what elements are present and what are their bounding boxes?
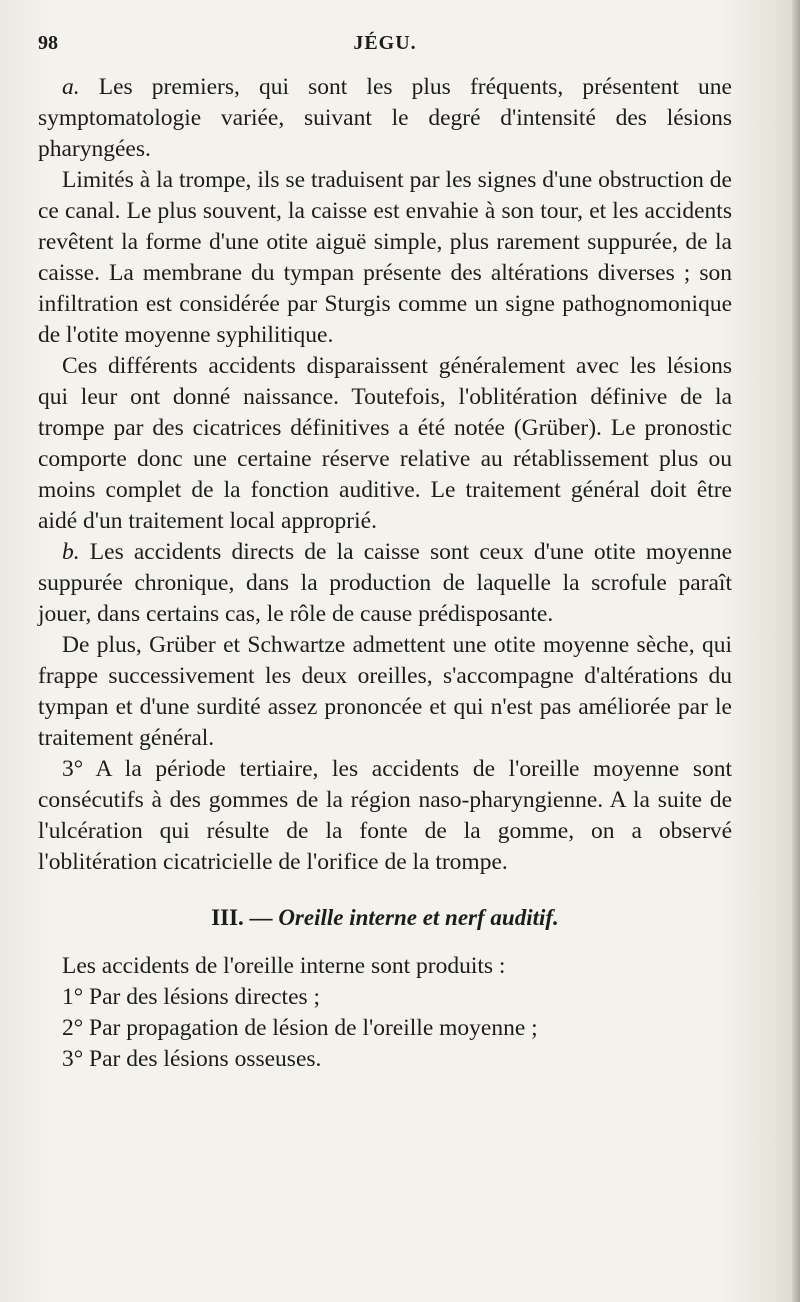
paragraph-b-text: Les accidents directs de la caisse sont ceux d'une otite moyenne suppurée chronique, dans la production de laquelle la scrofule paraît jouer, dans certains cas, le rôle de cause prédisposante. bbox=[38, 539, 732, 627]
running-head: JÉGU. bbox=[353, 32, 417, 54]
list-item: 2° Par propagation de lésion de l'oreille moyenne ; bbox=[62, 1015, 538, 1041]
paragraph-a-text: Les premiers, qui sont les plus fréquents, présentent une symptomatologie variée, suivant le degré d'intensité des lésions pharyngées. bbox=[38, 74, 732, 162]
list-item: 1° Par des lésions directes ; bbox=[62, 984, 321, 1010]
page-edge-shadow bbox=[792, 0, 800, 1302]
page-header bbox=[38, 32, 732, 62]
paragraph-gruber: De plus, Grüber et Schwartze admettent une otite moyenne sèche, qui frappe successivement les deux oreilles, s'accompagne d'altérations du tympan et d'une surdité assez prononcée et qui n'est pas améliorée par le traitement général. bbox=[38, 632, 732, 751]
section-heading bbox=[38, 902, 732, 933]
paragraph-a bbox=[38, 72, 732, 165]
section-number: III. — bbox=[211, 905, 273, 930]
body-text bbox=[38, 72, 732, 1075]
paragraph-tertiaire: 3° A la période tertiaire, les accidents de l'oreille moyenne sont consécutifs à des gommes de la région naso-pharyngienne. A la suite de l'ulcération qui résulte de la fonte de la gomme, on a observé l'oblitération cicatricielle de l'orifice de la trompe. bbox=[38, 756, 732, 875]
list-item: 3° Par des lésions osseuses. bbox=[62, 1046, 322, 1072]
paragraph-b-label: b. bbox=[62, 539, 80, 565]
page-number: 98 bbox=[38, 32, 58, 54]
paragraph-a-label: a. bbox=[62, 74, 80, 100]
paragraph-accidents: Ces différents accidents disparaissent généralement avec les lésions qui leur ont donné naissance. Toutefois, l'oblitération définive de la trompe par des cicatrices définitives a été notée (Grüber). Le pronostic comporte donc une certaine réserve relative au rétablissement plus ou moins complet de la fonction auditive. Le traitement général doit être aidé d'un traitement local approprié. bbox=[38, 353, 732, 534]
paragraph-trompe: Limités à la trompe, ils se traduisent par les signes d'une obstruction de ce canal. Le plus souvent, la caisse est envahie à son tour, et les accidents revêtent la forme d'une otite aiguë simple, plus rarement suppurée, de la caisse. La membrane du tympan présente des altérations diverses ; son infiltration est considérée par Sturgis comme un signe pathognomonique de l'otite moyenne syphilitique. bbox=[38, 167, 732, 348]
section-title: Oreille interne et nerf auditif. bbox=[278, 905, 559, 930]
paragraph-b bbox=[38, 537, 732, 630]
list-intro: Les accidents de l'oreille interne sont produits : bbox=[62, 953, 506, 979]
